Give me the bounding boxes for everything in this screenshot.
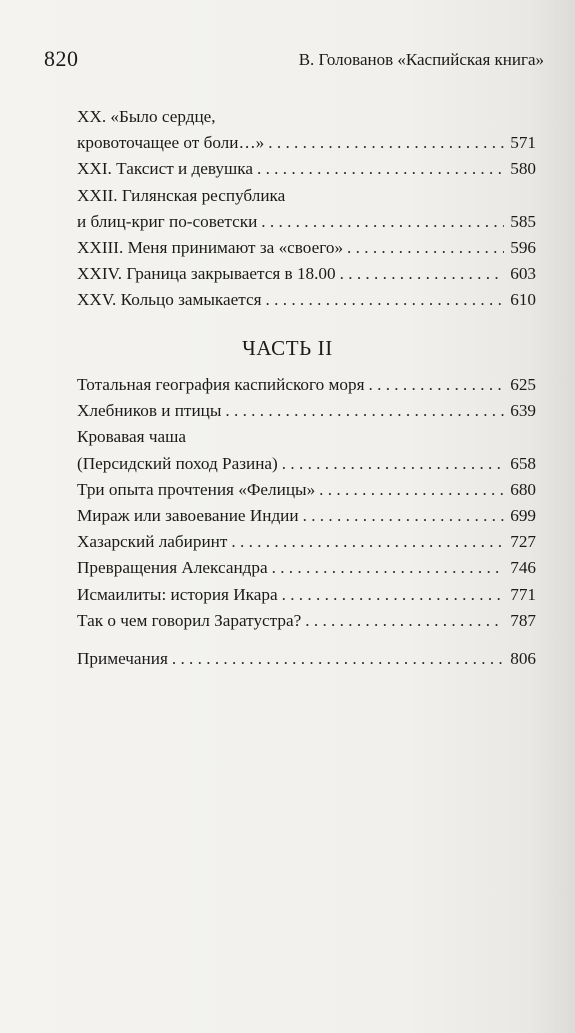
toc-entry-page: 746 [510,558,536,578]
toc-entry-line [77,503,536,529]
toc-entry-title: XX. «Было сердце, [77,107,216,126]
toc-entry-page: 727 [510,532,536,552]
toc-entry-line [77,209,536,235]
toc-entry-page: 787 [510,610,536,630]
part-heading: ЧАСТЬ II [242,336,333,360]
toc-leader-dots [272,555,504,581]
toc-entry-line [77,582,536,608]
toc-leader-dots [266,287,504,313]
toc-entry-page: 585 [510,211,536,231]
page-number: 820 [44,46,79,71]
toc-entry [77,372,536,398]
toc-entry-title: Так о чем говорил Заратустра? [77,610,302,630]
toc-entry-line [77,287,536,313]
toc-entry-page: 771 [510,584,536,604]
toc-entry-line-continued [77,104,536,130]
toc-entry-title: Тотальная география каспийского моря [77,375,365,394]
toc-entry [77,287,536,313]
toc-entry-line-continued [77,424,536,450]
toc-entry-title: XXIII. Меня принимают за «своего» [77,237,344,257]
toc-entry-line [77,372,536,398]
toc-entry [77,183,536,235]
toc-entry-line [77,261,536,287]
running-title: В. Голованов «Каспийская книга» [298,50,544,69]
toc-part-2 [77,372,536,672]
toc-entry [77,424,536,476]
toc-entry-page: 658 [510,453,536,473]
toc-entry-title: Превращения Александра [77,558,268,578]
toc-entry-line [77,555,536,581]
toc-entry-title: Хлебников и птицы [77,401,222,421]
toc-entry [77,608,536,634]
toc-leader-dots [303,503,504,529]
toc-entry-line [77,130,536,156]
toc-entry-page: 596 [510,237,536,257]
toc-entry-line [77,235,536,261]
toc-entry-title: XXII. Гилянская республика [77,185,286,205]
toc-entry-line [77,529,536,555]
toc-entry-title: XXV. Кольцо замыкается [77,290,262,310]
toc-entry [77,398,536,424]
toc-entry-title: (Персидский поход Разина) [77,453,278,473]
toc-leader-dots [305,608,504,634]
toc-entry-title: Исмаилиты: история Икара [77,584,278,604]
toc-entry-title: Кровавая чаша [77,427,187,447]
toc-entry [77,104,536,156]
toc-entry-line [77,156,536,182]
toc-leader-dots [340,261,504,287]
toc-entry [77,235,536,261]
toc-entry-line [77,398,536,424]
toc-entry-page: 680 [510,479,536,499]
page-header [44,46,544,76]
toc-entry-title: Примечания [77,648,168,668]
toc-entry-title: XXIV. Граница закрывается в 18.00 [77,264,336,284]
toc-entry-page: 580 [510,159,536,179]
toc-leader-dots [172,646,504,672]
toc-entry-title: XXI. Таксист и девушка [77,159,253,179]
toc-entry-line [77,646,536,672]
toc-entry-line [77,451,536,477]
toc-entry-title: Хазарский лабиринт [77,532,228,552]
toc-entry-title: Три опыта прочтения «Фелицы» [77,479,316,499]
toc-leader-dots [225,398,504,424]
toc-entry [77,582,536,608]
toc-entry-line [77,608,536,634]
toc-entry [77,646,536,672]
toc-entry [77,555,536,581]
toc-entry [77,477,536,503]
toc-spacer [77,634,536,646]
toc-entry-page: 806 [510,648,536,668]
toc-leader-dots [257,156,504,182]
toc-entry-page: 699 [510,505,536,525]
toc-entry [77,503,536,529]
toc-entry-page: 639 [510,401,536,421]
toc-entry [77,156,536,182]
toc-entry-page: 603 [510,264,536,284]
toc-leader-dots [319,477,504,503]
toc-entry-title: кровоточащее от боли…» [77,133,265,153]
toc-entry-title: Мираж или завоевание Индии [77,505,299,525]
toc-entry-page: 571 [510,133,536,153]
toc-leader-dots [231,529,504,555]
toc-entry-line [77,477,536,503]
toc-leader-dots [268,130,504,156]
toc-entry-page: 625 [510,375,536,394]
toc-leader-dots [282,582,504,608]
toc-part-1 [77,104,536,314]
toc-entry-line-continued [77,183,536,209]
toc-entry [77,529,536,555]
toc-entry-title: и блиц-криг по-советски [77,211,258,231]
toc-leader-dots [347,235,504,261]
toc-leader-dots [369,372,505,398]
toc-leader-dots [282,451,504,477]
toc-entry-page: 610 [510,290,536,310]
toc-entry [77,261,536,287]
toc-leader-dots [261,209,504,235]
